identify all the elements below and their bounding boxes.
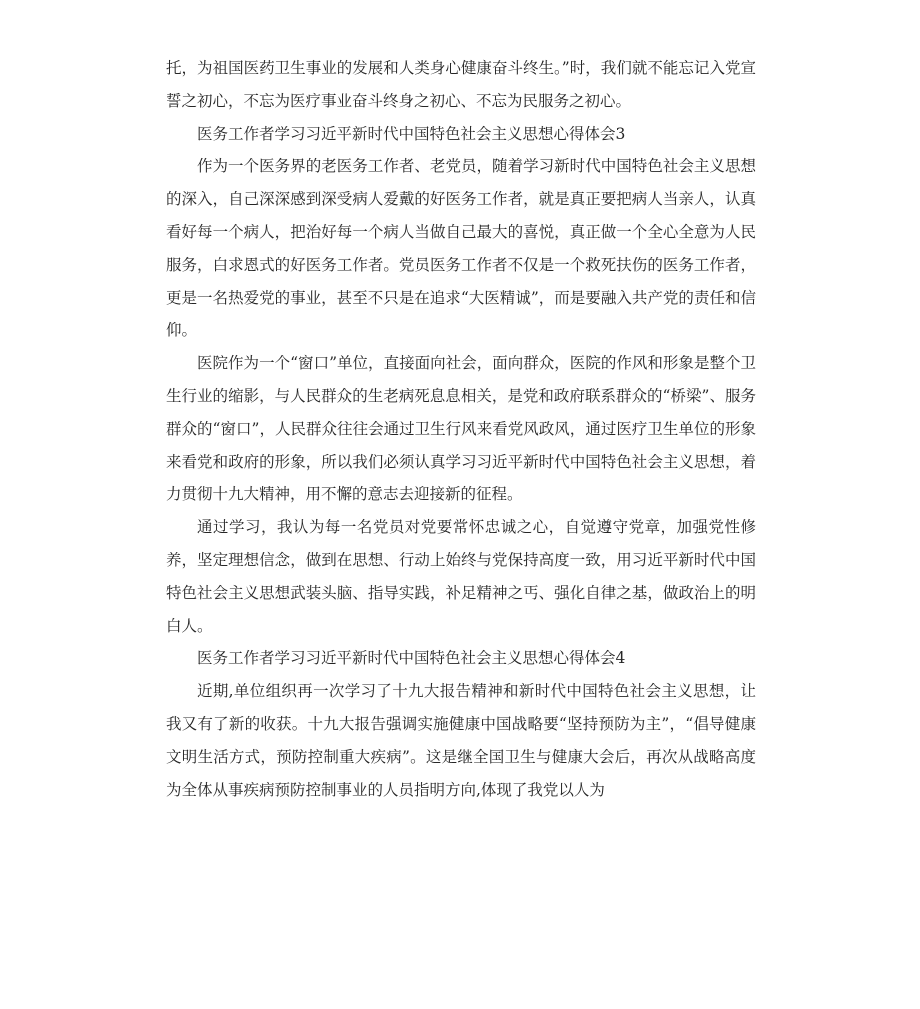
- paragraph: 通过学习，我认为每一名党员对党要常怀忠诚之心，自觉遵守党章，加强党性修养，坚定理想信念，做到在思想、行动上始终与党保持高度一致，用习近平新时代中国特色社会主义思想武装头脑、指导实践，补足精神之丐、强化自律之基，做政治上的明白人。: [166, 518, 756, 635]
- paragraph: 医院作为一个“窗口”单位，直接面向社会，面向群众，医院的作风和形象是整个卫生行业的缩影，与人民群众的生老病死息息相关，是党和政府联系群众的“桥梁”、服务群众的“窗口”，人民群众往往会通过卫生行风来看党风政风，通过医疗卫生单位的形象来看党和政府的形象，所以我们必须认真学习习近平新时代中国特色社会主义思想，着力贯彻十九大精神，用不懈的意志去迎接新的征程。: [166, 354, 756, 504]
- section-heading-3: 医务工作者学习习近平新时代中国特色社会主义思想心得体会3: [197, 124, 626, 143]
- section-heading-4: 医务工作者学习习近平新时代中国特色社会主义思想心得体会4: [197, 649, 626, 668]
- paragraph: 近期,单位组织再一次学习了十九大报告精神和新时代中国特色社会主义思想，让我又有了新的收获。十九大报告强调实施健康中国战略要“坚持预防为主”，“倡导健康文明生活方式，预防控制重大疾病”。这是继全国卫生与健康大会后，再次从战略高度为全体从事疾病预防控制事业的人员指明方向,体现了我党以人为: [166, 682, 756, 799]
- document-body: [166, 52, 756, 806]
- paragraph-continuation: 托，为祖国医药卫生事业的发展和人类身心健康奋斗终生。”时，我们就不能忘记入党宣誓之初心，不忘为医疗事业奋斗终身之初心、不忘为民服务之初心。: [166, 59, 756, 110]
- paragraph: 作为一个医务界的老医务工作者、老党员，随着学习新时代中国特色社会主义思想的深入，自己深深感到深受病人爱戴的好医务工作者，就是真正要把病人当亲人，认真看好每一个病人，把治好每一个病人当做自己最大的喜悦，真正做一个全心全意为人民服务，白求恩式的好医务工作者。党员医务工作者不仅是一个救死扶伤的医务工作者，更是一名热爱党的事业，甚至不只是在追求“大医精诚”，而是要融入共产党的责任和信仰。: [166, 157, 756, 340]
